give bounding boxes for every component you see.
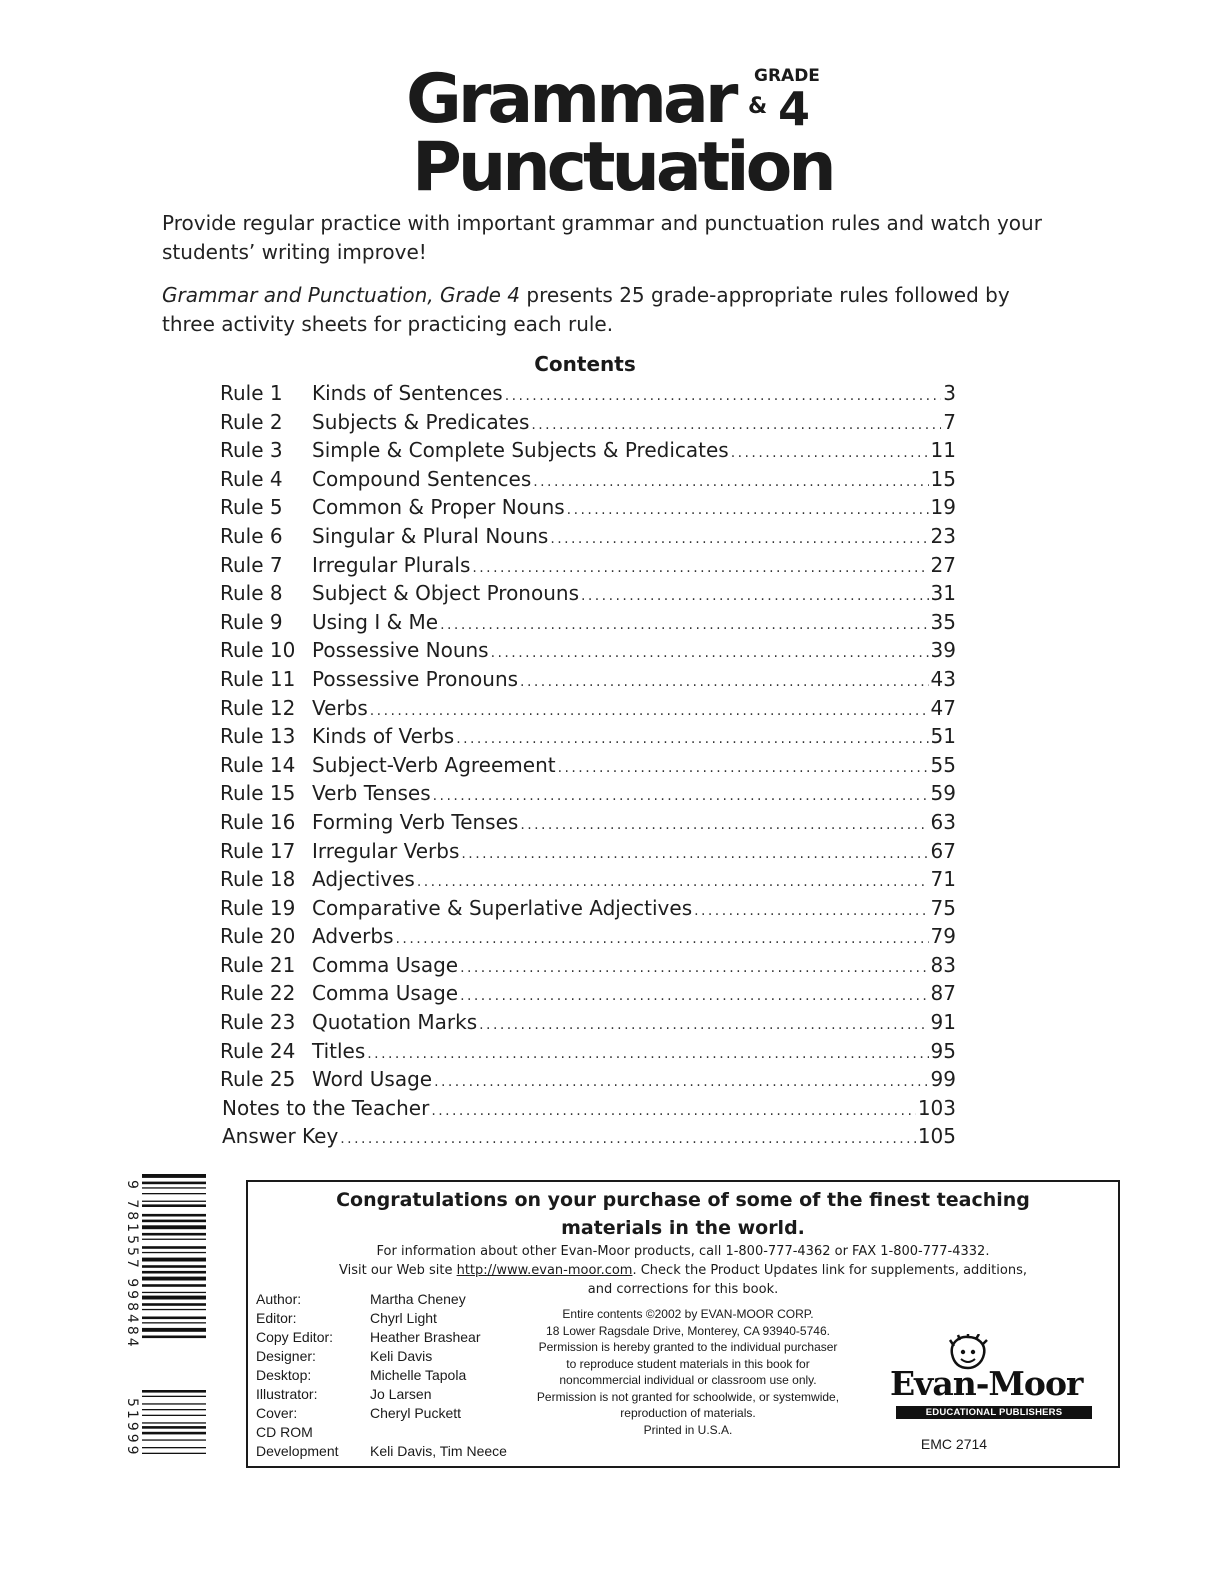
legal-line: to reproduce student materials in this book for bbox=[566, 1356, 810, 1371]
toc-page-number: 31 bbox=[930, 581, 956, 606]
toc-rule-title: Possessive Pronouns bbox=[312, 666, 519, 691]
toc-page-number: 19 bbox=[930, 495, 956, 520]
toc-row bbox=[220, 1124, 956, 1153]
toc-rule-number: Rule 4 bbox=[220, 466, 283, 491]
toc-leader-dots bbox=[694, 903, 928, 919]
toc-page-number: 23 bbox=[930, 523, 956, 548]
toc-rule-title: Subjects & Predicates bbox=[312, 409, 530, 434]
toc-leader-dots bbox=[461, 846, 928, 862]
credit-row bbox=[256, 1442, 507, 1461]
toc-rule-title: Singular & Plural Nouns bbox=[312, 523, 549, 548]
toc-page-number: 27 bbox=[930, 552, 956, 577]
toc-rule-number: Rule 2 bbox=[220, 409, 283, 434]
legal-line: reproduction of materials. bbox=[620, 1406, 756, 1420]
toc-rule-title: Adjectives bbox=[312, 867, 415, 892]
toc-page-number: 7 bbox=[943, 409, 956, 434]
toc-rule-number: Rule 16 bbox=[220, 809, 296, 834]
toc-rule-number: Rule 19 bbox=[220, 895, 296, 920]
toc-rule-number: Rule 8 bbox=[220, 581, 283, 606]
toc-rule-title: Compound Sentences bbox=[312, 466, 532, 491]
toc-row bbox=[220, 610, 956, 639]
website-link[interactable]: http://www.evan-moor.com bbox=[456, 1263, 633, 1278]
toc-page-number: 91 bbox=[930, 1010, 956, 1035]
toc-rule-title: Using I & Me bbox=[312, 609, 439, 634]
credit-name: Heather Brashear bbox=[370, 1329, 481, 1345]
title-line-punctuation: Punctuation bbox=[412, 128, 833, 207]
toc-leader-dots bbox=[520, 674, 929, 690]
toc-rule-number: Rule 22 bbox=[220, 981, 296, 1006]
credits-list bbox=[256, 1290, 507, 1461]
toc-leader-dots bbox=[370, 703, 929, 719]
toc-row bbox=[220, 553, 956, 582]
credit-role: Copy Editor: bbox=[256, 1329, 334, 1345]
toc-leader-dots bbox=[581, 588, 929, 604]
toc-page-number: 95 bbox=[930, 1038, 956, 1063]
credit-row bbox=[256, 1309, 507, 1328]
title-grade-label: GRADE bbox=[754, 66, 820, 86]
table-of-contents bbox=[220, 381, 956, 1153]
website-suffix: . Check the Product Updates link for supplements, additions, bbox=[632, 1263, 1027, 1278]
toc-rule-title: Simple & Complete Subjects & Predicates bbox=[312, 438, 729, 463]
toc-row bbox=[220, 981, 956, 1010]
toc-leader-dots bbox=[533, 474, 928, 490]
toc-leader-dots bbox=[417, 874, 929, 890]
toc-leader-dots bbox=[550, 531, 928, 547]
barcode-addon-digits: 51999 bbox=[124, 1398, 140, 1458]
toc-rule-number: Rule 20 bbox=[220, 924, 296, 949]
toc-rule-number: Rule 9 bbox=[220, 609, 283, 634]
toc-section-title: Answer Key bbox=[222, 1124, 339, 1149]
toc-row bbox=[220, 638, 956, 667]
toc-row bbox=[220, 696, 956, 725]
toc-row bbox=[220, 839, 956, 868]
toc-leader-dots bbox=[433, 788, 929, 804]
toc-rule-number: Rule 5 bbox=[220, 495, 283, 520]
toc-rule-title: Comma Usage bbox=[312, 952, 459, 977]
toc-page-number: 99 bbox=[930, 1067, 956, 1092]
toc-rule-title: Irregular Plurals bbox=[312, 552, 471, 577]
toc-row bbox=[220, 781, 956, 810]
toc-leader-dots bbox=[520, 817, 928, 833]
barcode-digits: 9 781557 998484 bbox=[124, 1180, 140, 1350]
toc-leader-dots bbox=[558, 760, 929, 776]
credit-name: Cheryl Puckett bbox=[370, 1405, 462, 1421]
toc-leader-dots bbox=[456, 731, 928, 747]
toc-rule-number: Rule 13 bbox=[220, 724, 296, 749]
contents-heading: Contents bbox=[534, 352, 636, 376]
toc-rule-number: Rule 23 bbox=[220, 1010, 296, 1035]
toc-page-number: 103 bbox=[917, 1095, 956, 1120]
toc-rule-number: Rule 10 bbox=[220, 638, 296, 663]
credit-row bbox=[256, 1404, 507, 1423]
credit-name: Chyrl Light bbox=[370, 1310, 437, 1326]
toc-leader-dots bbox=[491, 645, 929, 661]
toc-leader-dots bbox=[472, 560, 928, 576]
toc-row bbox=[220, 1010, 956, 1039]
toc-rule-number: Rule 3 bbox=[220, 438, 283, 463]
credit-row bbox=[256, 1366, 507, 1385]
intro-paragraph-2-text: presents 25 grade-appropriate rules followed by three activity sheets for practicing each rule. bbox=[162, 283, 1010, 336]
toc-page-number: 59 bbox=[930, 781, 956, 806]
legal-notice bbox=[510, 1306, 866, 1438]
toc-row bbox=[220, 1067, 956, 1096]
credit-row bbox=[256, 1347, 507, 1366]
credit-role: Author: bbox=[256, 1291, 302, 1307]
toc-row bbox=[220, 867, 956, 896]
product-code: EMC 2714 bbox=[920, 1436, 988, 1452]
toc-rule-title: Kinds of Verbs bbox=[312, 724, 455, 749]
legal-line: 18 Lower Ragsdale Drive, Monterey, CA 93940-5746. bbox=[546, 1323, 830, 1338]
toc-leader-dots bbox=[434, 1074, 928, 1090]
website-prefix: Visit our Web site bbox=[339, 1263, 457, 1278]
legal-line: noncommercial individual or classroom use only. bbox=[559, 1373, 817, 1387]
publisher-info-box bbox=[246, 1180, 1120, 1468]
legal-line: Permission is not granted for schoolwide, or systemwide, bbox=[536, 1389, 840, 1404]
credit-name: Jo Larsen bbox=[370, 1386, 432, 1402]
toc-rule-number: Rule 14 bbox=[220, 752, 296, 777]
toc-rule-title: Kinds of Sentences bbox=[312, 381, 503, 405]
congratulations-text: Congratulations on your purchase of some of the finest teaching materials in the world. bbox=[336, 1189, 1030, 1239]
toc-rule-title: Word Usage bbox=[312, 1067, 433, 1092]
intro-paragraph-1: Provide regular practice with important grammar and punctuation rules and watch your students’ writing improve! bbox=[162, 211, 1042, 264]
phone-info: For information about other Evan-Moor products, call 1-800-777-4362 or FAX 1-800-777-4332. bbox=[376, 1244, 990, 1259]
toc-page-number: 75 bbox=[930, 895, 956, 920]
toc-page-number: 35 bbox=[930, 609, 956, 634]
toc-page-number: 3 bbox=[943, 381, 956, 405]
toc-row bbox=[220, 581, 956, 610]
website-info bbox=[248, 1261, 1118, 1280]
credit-role: Desktop: bbox=[256, 1367, 312, 1383]
credit-name: Martha Cheney bbox=[370, 1291, 466, 1307]
toc-rule-title: Verb Tenses bbox=[312, 781, 431, 806]
toc-row bbox=[220, 524, 956, 553]
credit-row bbox=[256, 1385, 507, 1404]
toc-page-number: 67 bbox=[930, 838, 956, 863]
toc-leader-dots bbox=[340, 1131, 916, 1147]
title-line-grammar: Grammar bbox=[406, 60, 735, 139]
title-ampersand: & bbox=[748, 94, 768, 119]
credit-name: Keli Davis bbox=[370, 1348, 433, 1364]
toc-page-number: 87 bbox=[930, 981, 956, 1006]
credit-name: Michelle Tapola bbox=[370, 1367, 467, 1383]
evan-moor-logo bbox=[888, 1334, 1108, 1444]
toc-row bbox=[220, 1039, 956, 1068]
toc-rule-title: Common & Proper Nouns bbox=[312, 495, 565, 520]
toc-rule-number: Rule 15 bbox=[220, 781, 296, 806]
toc-page-number: 11 bbox=[930, 438, 956, 463]
legal-line: Permission is hereby granted to the individual purchaser bbox=[538, 1340, 838, 1354]
toc-page-number: 79 bbox=[930, 924, 956, 949]
toc-leader-dots bbox=[731, 445, 929, 461]
logo-tagline: EDUCATIONAL PUBLISHERS bbox=[896, 1406, 1092, 1419]
toc-rule-number: Rule 11 bbox=[220, 666, 296, 691]
toc-rule-number: Rule 7 bbox=[220, 552, 283, 577]
toc-row bbox=[220, 495, 956, 524]
toc-rule-title: Subject-Verb Agreement bbox=[312, 752, 556, 777]
toc-rule-number: Rule 1 bbox=[220, 381, 283, 405]
toc-page-number: 39 bbox=[930, 638, 956, 663]
intro-paragraph-2 bbox=[162, 281, 1052, 339]
legal-line: Printed in U.S.A. bbox=[643, 1422, 733, 1437]
toc-leader-dots bbox=[460, 988, 928, 1004]
toc-row bbox=[220, 467, 956, 496]
toc-page-number: 51 bbox=[930, 724, 956, 749]
credit-row bbox=[256, 1423, 507, 1442]
credit-role: Designer: bbox=[256, 1348, 316, 1364]
toc-page-number: 55 bbox=[930, 752, 956, 777]
toc-row bbox=[220, 810, 956, 839]
credit-role: Editor: bbox=[256, 1310, 297, 1326]
toc-leader-dots bbox=[531, 417, 941, 433]
toc-rule-title: Verbs bbox=[312, 695, 368, 720]
toc-rule-number: Rule 18 bbox=[220, 867, 296, 892]
toc-row bbox=[220, 1096, 956, 1125]
toc-rule-title: Irregular Verbs bbox=[312, 838, 460, 863]
toc-rule-number: Rule 25 bbox=[220, 1067, 296, 1092]
toc-row bbox=[220, 924, 956, 953]
toc-row bbox=[220, 438, 956, 467]
credit-name: Keli Davis, Tim Neece bbox=[370, 1443, 507, 1459]
toc-leader-dots bbox=[431, 1103, 915, 1119]
toc-leader-dots bbox=[367, 1046, 928, 1062]
toc-leader-dots bbox=[505, 388, 942, 404]
legal-line: Entire contents ©2002 by EVAN-MOOR CORP. bbox=[562, 1307, 814, 1321]
toc-rule-title: Adverbs bbox=[312, 924, 394, 949]
toc-page-number: 43 bbox=[930, 666, 956, 691]
toc-leader-dots bbox=[479, 1017, 928, 1033]
toc-rule-number: Rule 6 bbox=[220, 523, 283, 548]
toc-rule-title: Forming Verb Tenses bbox=[312, 809, 519, 834]
credit-role: Cover: bbox=[256, 1405, 298, 1421]
toc-rule-title: Comparative & Superlative Adjectives bbox=[312, 895, 693, 920]
credit-role: Development bbox=[256, 1443, 339, 1459]
toc-page-number: 105 bbox=[917, 1124, 956, 1149]
toc-page-number: 47 bbox=[930, 695, 956, 720]
toc-row bbox=[220, 667, 956, 696]
toc-row bbox=[220, 753, 956, 782]
credit-role: CD ROM bbox=[256, 1424, 313, 1440]
toc-row bbox=[220, 724, 956, 753]
toc-page-number: 15 bbox=[930, 466, 956, 491]
logo-name: Evan-Moor bbox=[890, 1364, 1083, 1403]
toc-row bbox=[220, 896, 956, 925]
toc-rule-number: Rule 24 bbox=[220, 1038, 296, 1063]
toc-rule-title: Comma Usage bbox=[312, 981, 459, 1006]
title-grade-number: 4 bbox=[778, 82, 811, 136]
toc-rule-title: Quotation Marks bbox=[312, 1010, 478, 1035]
intro-book-title: Grammar and Punctuation, Grade 4 bbox=[162, 283, 521, 307]
corrections-info: and corrections for this book. bbox=[587, 1282, 779, 1297]
toc-section-title: Notes to the Teacher bbox=[222, 1095, 430, 1120]
toc-page-number: 63 bbox=[930, 809, 956, 834]
credit-row bbox=[256, 1290, 507, 1309]
toc-row bbox=[220, 410, 956, 439]
book-title bbox=[406, 62, 846, 212]
toc-rule-number: Rule 21 bbox=[220, 952, 296, 977]
toc-page-number: 71 bbox=[930, 867, 956, 892]
toc-leader-dots bbox=[460, 960, 928, 976]
toc-rule-title: Subject & Object Pronouns bbox=[312, 581, 579, 606]
toc-leader-dots bbox=[567, 502, 929, 518]
toc-leader-dots bbox=[396, 931, 929, 947]
toc-page-number: 83 bbox=[930, 952, 956, 977]
toc-rule-title: Titles bbox=[312, 1038, 366, 1063]
toc-row bbox=[220, 381, 956, 410]
toc-row bbox=[220, 953, 956, 982]
toc-rule-number: Rule 12 bbox=[220, 695, 296, 720]
credit-role: Illustrator: bbox=[256, 1386, 318, 1402]
toc-rule-number: Rule 17 bbox=[220, 838, 296, 863]
credit-row bbox=[256, 1328, 507, 1347]
toc-leader-dots bbox=[440, 617, 928, 633]
toc-rule-title: Possessive Nouns bbox=[312, 638, 489, 663]
